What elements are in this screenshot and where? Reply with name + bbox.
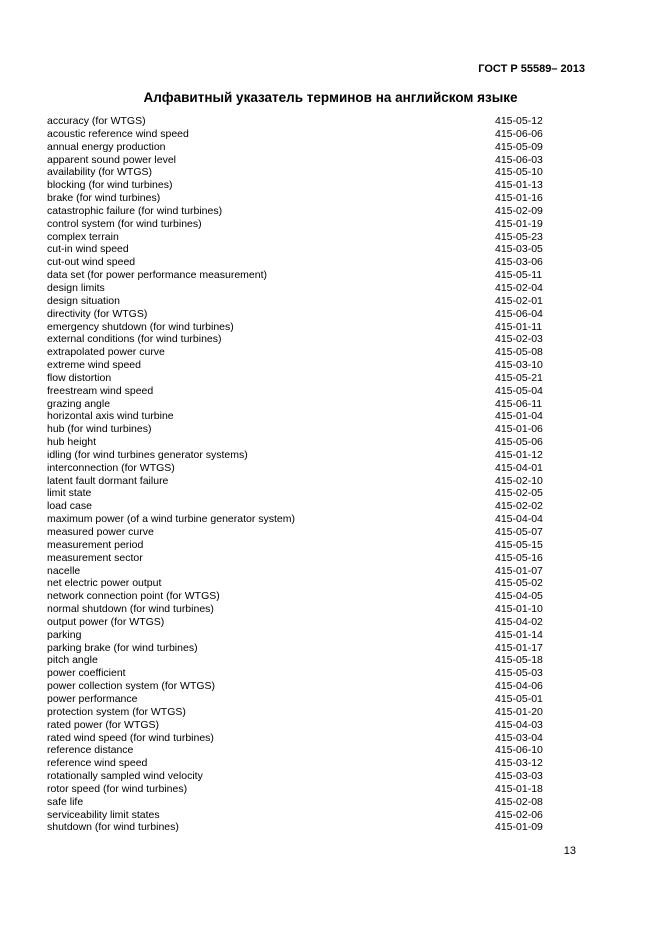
term-code: 415-04-01 (495, 461, 543, 474)
term-code: 415-05-09 (495, 140, 543, 153)
term-code: 415-02-09 (495, 204, 543, 217)
index-entry (47, 513, 547, 526)
term-name: rated wind speed (for wind turbines) (47, 731, 214, 744)
index-entry (47, 552, 547, 565)
index-entry (47, 282, 547, 295)
index-entry (47, 256, 547, 269)
index-entry (47, 732, 547, 745)
term-name: freestream wind speed (47, 384, 154, 397)
term-code: 415-03-04 (495, 731, 543, 744)
term-name: horizontal axis wind turbine (47, 410, 174, 423)
term-name: output power (for WTGS) (47, 615, 165, 628)
term-code: 415-05-21 (495, 371, 543, 384)
term-code: 415-06-03 (495, 153, 543, 166)
index-entry (47, 487, 547, 500)
index-entry (47, 398, 547, 411)
term-name: hub (for wind turbines) (47, 423, 152, 436)
index-entry (47, 410, 547, 423)
term-code: 415-05-06 (495, 436, 543, 449)
term-name: directivity (for WTGS) (47, 307, 148, 320)
term-name: data set (for power performance measurement) (47, 269, 268, 282)
term-code: 415-06-06 (495, 127, 543, 140)
index-entry (47, 577, 547, 590)
term-code: 415-06-11 (495, 397, 543, 410)
term-code: 415-01-12 (495, 448, 543, 461)
index-entry (47, 385, 547, 398)
term-name: parking (47, 628, 82, 641)
term-index-list (47, 115, 547, 834)
term-name: pitch angle (47, 654, 98, 667)
term-code: 415-01-18 (495, 782, 543, 795)
term-name: interconnection (for WTGS) (47, 461, 175, 474)
term-name: power coefficient (47, 667, 126, 680)
index-entry (47, 667, 547, 680)
term-name: measured power curve (47, 526, 154, 538)
term-code: 415-05-08 (495, 346, 543, 359)
index-entry (47, 205, 547, 218)
term-name: blocking (for wind turbines) (47, 179, 173, 192)
index-entry (47, 629, 547, 642)
term-code: 415-03-12 (495, 757, 543, 770)
term-name: availability (for WTGS) (47, 166, 153, 179)
term-code: 415-01-10 (495, 603, 543, 616)
term-name: complex terrain (47, 230, 119, 243)
index-entry (47, 231, 547, 244)
index-entry (47, 590, 547, 603)
term-code: 415-01-13 (495, 179, 543, 192)
term-code: 415-05-15 (495, 538, 543, 551)
index-entry (47, 308, 547, 321)
index-entry (47, 372, 547, 385)
term-name: parking brake (for wind turbines) (47, 641, 198, 654)
term-code: 415-03-03 (495, 770, 543, 783)
term-code: 415-05-03 (495, 667, 543, 680)
term-name: cut-out wind speed (47, 256, 136, 269)
index-entry (47, 141, 547, 154)
index-entry (47, 770, 547, 783)
index-entry (47, 179, 547, 192)
term-name: serviceability limit states (47, 808, 160, 821)
term-code: 415-05-12 (495, 115, 543, 127)
term-name: acoustic reference wind speed (47, 127, 189, 140)
term-name: external conditions (for wind turbines) (47, 333, 222, 346)
term-name: apparent sound power level (47, 153, 177, 166)
term-code: 415-01-07 (495, 564, 543, 577)
index-entry (47, 526, 547, 539)
index-entry (47, 166, 547, 179)
term-code: 415-01-11 (495, 320, 543, 333)
term-code: 415-04-03 (495, 718, 543, 731)
term-name: rated power (for WTGS) (47, 718, 160, 731)
term-code: 415-05-16 (495, 551, 543, 564)
index-entry (47, 269, 547, 282)
term-code: 415-05-04 (495, 384, 543, 397)
term-code: 415-03-10 (495, 359, 543, 372)
term-code: 415-05-10 (495, 166, 543, 179)
term-name: control system (for wind turbines) (47, 217, 202, 230)
term-name: extrapolated power curve (47, 346, 165, 359)
index-entry (47, 321, 547, 334)
term-code: 415-02-04 (495, 281, 543, 294)
term-name: maximum power (of a wind turbine generator system) (47, 513, 296, 526)
index-entry (47, 346, 547, 359)
page-title: Алфавитный указатель терминов на английском языке (143, 90, 518, 105)
term-name: protection system (for WTGS) (47, 705, 186, 718)
index-entry (47, 603, 547, 616)
index-entry (47, 462, 547, 475)
term-code: 415-05-02 (495, 577, 543, 590)
term-name: nacelle (47, 564, 81, 577)
index-entry (47, 616, 547, 629)
term-code: 415-06-04 (495, 307, 543, 320)
index-entry (47, 115, 547, 128)
term-code: 415-02-10 (495, 474, 543, 487)
page-number: 13 (563, 845, 576, 857)
index-entry (47, 783, 547, 796)
term-name: reference wind speed (47, 757, 148, 770)
term-code: 415-02-03 (495, 333, 543, 346)
term-name: power collection system (for WTGS) (47, 680, 216, 693)
term-code: 415-01-16 (495, 192, 543, 205)
term-code: 415-05-23 (495, 230, 543, 243)
term-code: 415-01-09 (495, 821, 543, 834)
index-entry (47, 744, 547, 757)
index-entry (47, 449, 547, 462)
index-entry (47, 539, 547, 552)
term-code: 415-04-04 (495, 513, 543, 526)
index-entry (47, 154, 547, 167)
term-code: 415-03-05 (495, 243, 543, 256)
term-code: 415-01-04 (495, 410, 543, 423)
term-code: 415-01-14 (495, 628, 543, 641)
term-name: design situation (47, 294, 120, 307)
index-entry (47, 757, 547, 770)
term-code: 415-01-20 (495, 705, 543, 718)
term-name: cut-in wind speed (47, 243, 129, 256)
index-entry (47, 475, 547, 488)
index-entry (47, 796, 547, 809)
term-code: 415-02-08 (495, 795, 543, 808)
term-code: 415-05-07 (495, 526, 543, 538)
term-name: brake (for wind turbines) (47, 192, 161, 205)
term-name: reference distance (47, 744, 134, 757)
index-entry (47, 680, 547, 693)
term-name: emergency shutdown (for wind turbines) (47, 320, 234, 333)
index-entry (47, 500, 547, 513)
term-name: extreme wind speed (47, 359, 141, 372)
term-name: hub height (47, 436, 97, 449)
index-entry (47, 706, 547, 719)
index-entry (47, 436, 547, 449)
term-name: measurement period (47, 538, 144, 551)
term-code: 415-02-06 (495, 808, 543, 821)
term-name: latent fault dormant failure (47, 474, 169, 487)
index-entry (47, 719, 547, 732)
term-code: 415-05-18 (495, 654, 543, 667)
term-code: 415-06-10 (495, 744, 543, 757)
term-code: 415-02-01 (495, 294, 543, 307)
term-code: 415-01-19 (495, 217, 543, 230)
term-code: 415-05-01 (495, 692, 543, 705)
term-name: shutdown (for wind turbines) (47, 821, 179, 834)
term-name: grazing angle (47, 397, 111, 410)
index-entry (47, 243, 547, 256)
term-name: rotor speed (for wind turbines) (47, 782, 188, 795)
term-name: catastrophic failure (for wind turbines) (47, 204, 223, 217)
term-name: power performance (47, 692, 138, 705)
index-entry (47, 423, 547, 436)
term-code: 415-03-06 (495, 256, 543, 269)
index-entry (47, 192, 547, 205)
index-entry (47, 654, 547, 667)
term-code: 415-01-06 (495, 423, 543, 436)
term-code: 415-02-02 (495, 500, 543, 513)
index-entry (47, 218, 547, 231)
term-name: safe life (47, 795, 84, 808)
index-entry (47, 642, 547, 655)
term-name: network connection point (for WTGS) (47, 590, 220, 603)
index-entry (47, 295, 547, 308)
term-code: 415-01-17 (495, 641, 543, 654)
document-code: ГОСТ Р 55589– 2013 (478, 63, 585, 75)
term-code: 415-04-05 (495, 590, 543, 603)
index-entry (47, 565, 547, 578)
term-code: 415-04-06 (495, 680, 543, 693)
term-code: 415-05-11 (495, 269, 543, 282)
term-name: load case (47, 500, 92, 513)
term-name: normal shutdown (for wind turbines) (47, 603, 214, 616)
term-name: annual energy production (47, 140, 166, 153)
term-name: design limits (47, 281, 105, 294)
index-entry (47, 809, 547, 822)
index-entry (47, 333, 547, 346)
index-entry (47, 128, 547, 141)
term-name: rotationally sampled wind velocity (47, 770, 203, 783)
term-code: 415-02-05 (495, 487, 543, 500)
index-entry (47, 821, 547, 834)
term-name: measurement sector (47, 551, 143, 564)
term-name: flow distortion (47, 371, 112, 384)
index-entry (47, 359, 547, 372)
term-code: 415-04-02 (495, 615, 543, 628)
term-name: idling (for wind turbines generator systems) (47, 448, 248, 461)
term-name: limit state (47, 487, 92, 500)
term-name: net electric power output (47, 577, 162, 590)
term-name: accuracy (for WTGS) (47, 115, 146, 127)
index-entry (47, 693, 547, 706)
